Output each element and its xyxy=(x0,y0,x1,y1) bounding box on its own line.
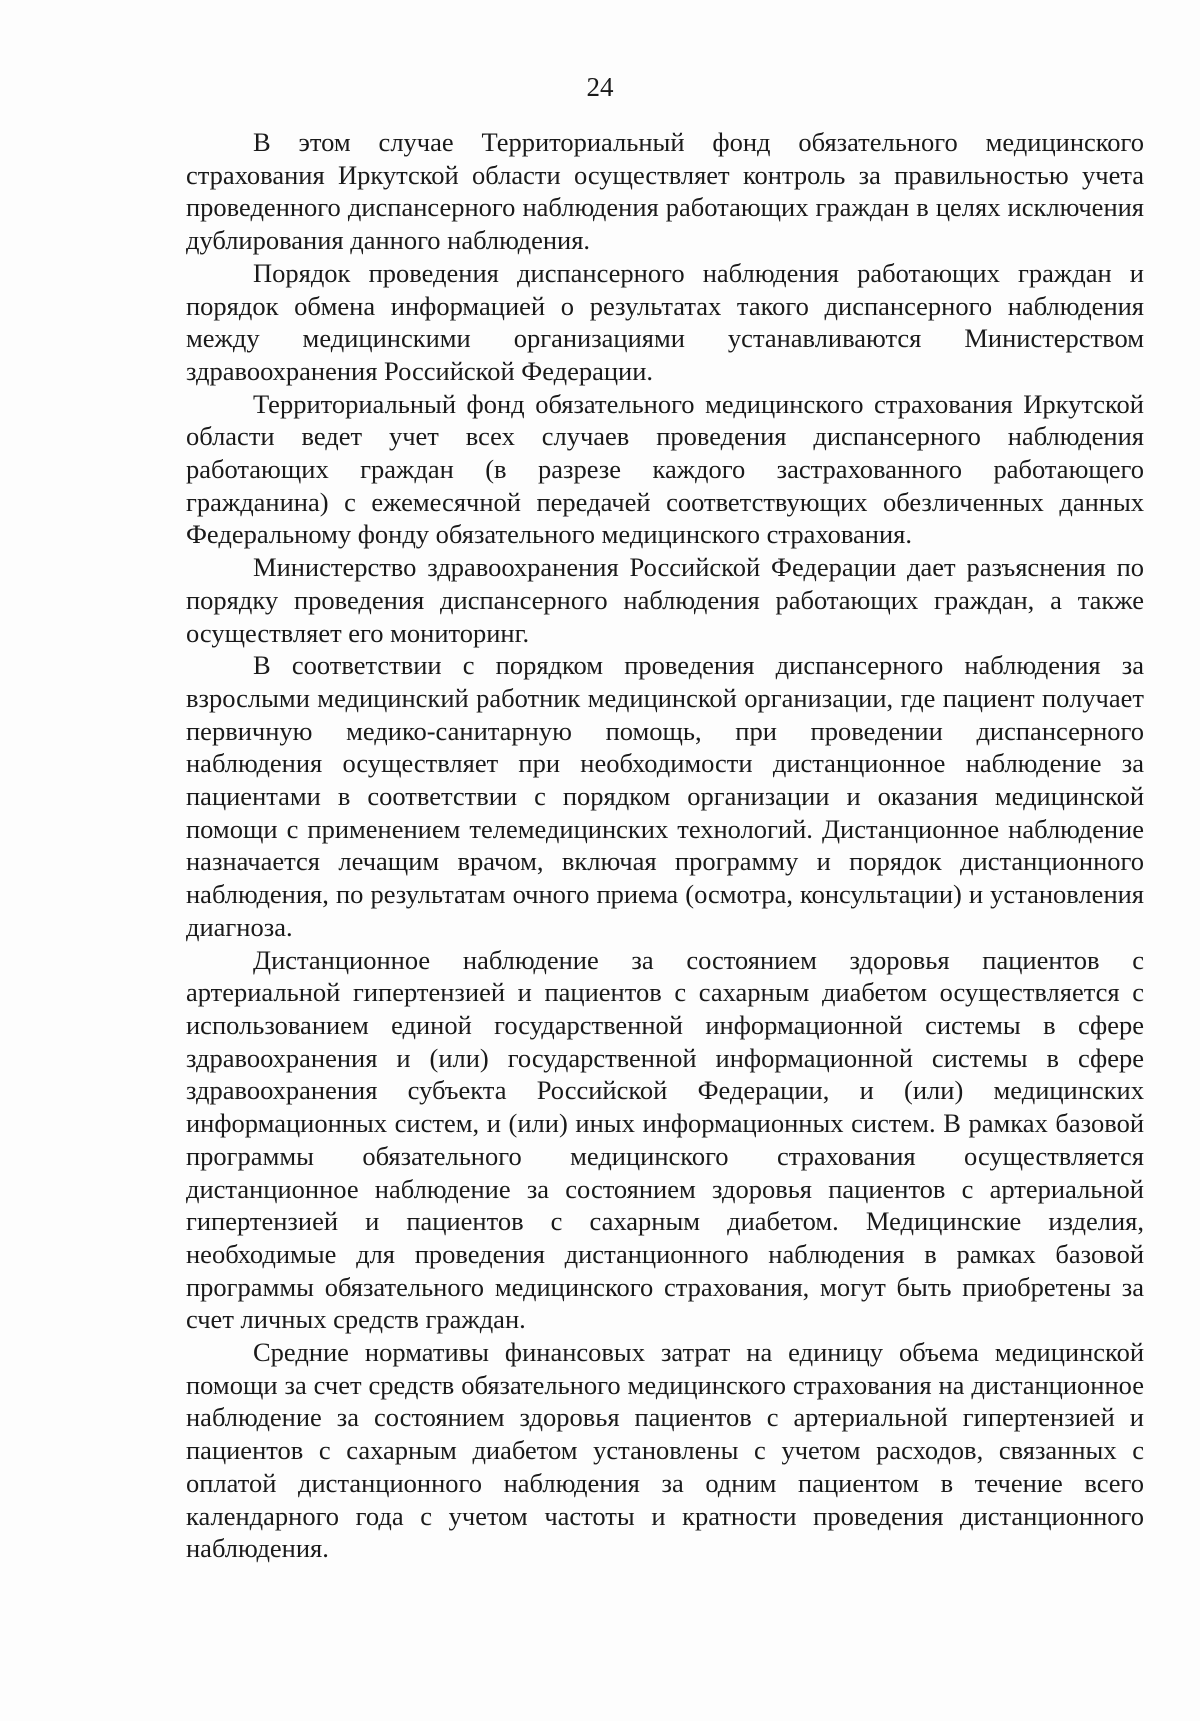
paragraph: Средние нормативы финансовых затрат на единицу объема медицинской помощи за счет средств обязательного медицинского страхования на дистанционное наблюдение за состоянием здоровья пациентов с артериальной гипертензией и пациентов с сахарным диабетом установлены с учетом расходов, связанных с оплатой дистанционного наблюдения за одним пациентом в течение всего календарного года с учетом частоты и кратности проведения дистанционного наблюдения. xyxy=(186,1337,1144,1564)
page-number: 24 xyxy=(586,72,614,102)
paragraph: В этом случае Территориальный фонд обязательного медицинского страхования Иркутской области осуществляет контроль за правильностью учета проведенного диспансерного наблюдения работающих граждан в целях исключения дублирования данного наблюдения. xyxy=(186,127,1144,256)
paragraph: Министерство здравоохранения Российской Федерации дает разъяснения по порядку проведения диспансерного наблюдения работающих граждан, а также осуществляет его мониторинг. xyxy=(186,552,1144,648)
document-body xyxy=(186,126,1144,1565)
paragraph: Дистанционное наблюдение за состоянием здоровья пациентов с артериальной гипертензией и пациентов с сахарным диабетом осуществляется с использованием единой государственной информационной системы в сфере здравоохранения и (или) государственной информационной системы в сфере здравоохранения субъекта Российской Федерации, и (или) медицинских информационных систем, и (или) иных информационных систем. В рамках базовой программы обязательного медицинского страхования осуществляется дистанционное наблюдение за состоянием здоровья пациентов с артериальной гипертензией и пациентов с сахарным диабетом. Медицинские изделия, необходимые для проведения дистанционного наблюдения в рамках базовой программы обязательного медицинского страхования, могут быть приобретены за счет личных средств граждан. xyxy=(186,944,1144,1335)
paragraph: В соответствии с порядком проведения диспансерного наблюдения за взрослыми медицинский работник медицинской организации, где пациент получает первичную медико-санитарную помощь, при проведении диспансерного наблюдения осуществляет при необходимости дистанционное наблюдение за пациентами в соответствии с порядком организации и оказания медицинской помощи с применением телемедицинских технологий. Дистанционное наблюдение назначается лечащим врачом, включая программу и порядок дистанционного наблюдения, по результатам очного приема (осмотра, консультации) и установления диагноза. xyxy=(186,650,1144,942)
paragraph: Территориальный фонд обязательного медицинского страхования Иркутской области ведет учет всех случаев проведения диспансерного наблюдения работающих граждан (в разрезе каждого застрахованного работающего гражданина) с ежемесячной передачей соответствующих обезличенных данных Федеральному фонду обязательного медицинского страхования. xyxy=(186,388,1144,550)
paragraph: Порядок проведения диспансерного наблюдения работающих граждан и порядок обмена информацией о результатах такого диспансерного наблюдения между медицинскими организациями устанавливаются Министерством здравоохранения Российской Федерации. xyxy=(186,257,1144,386)
